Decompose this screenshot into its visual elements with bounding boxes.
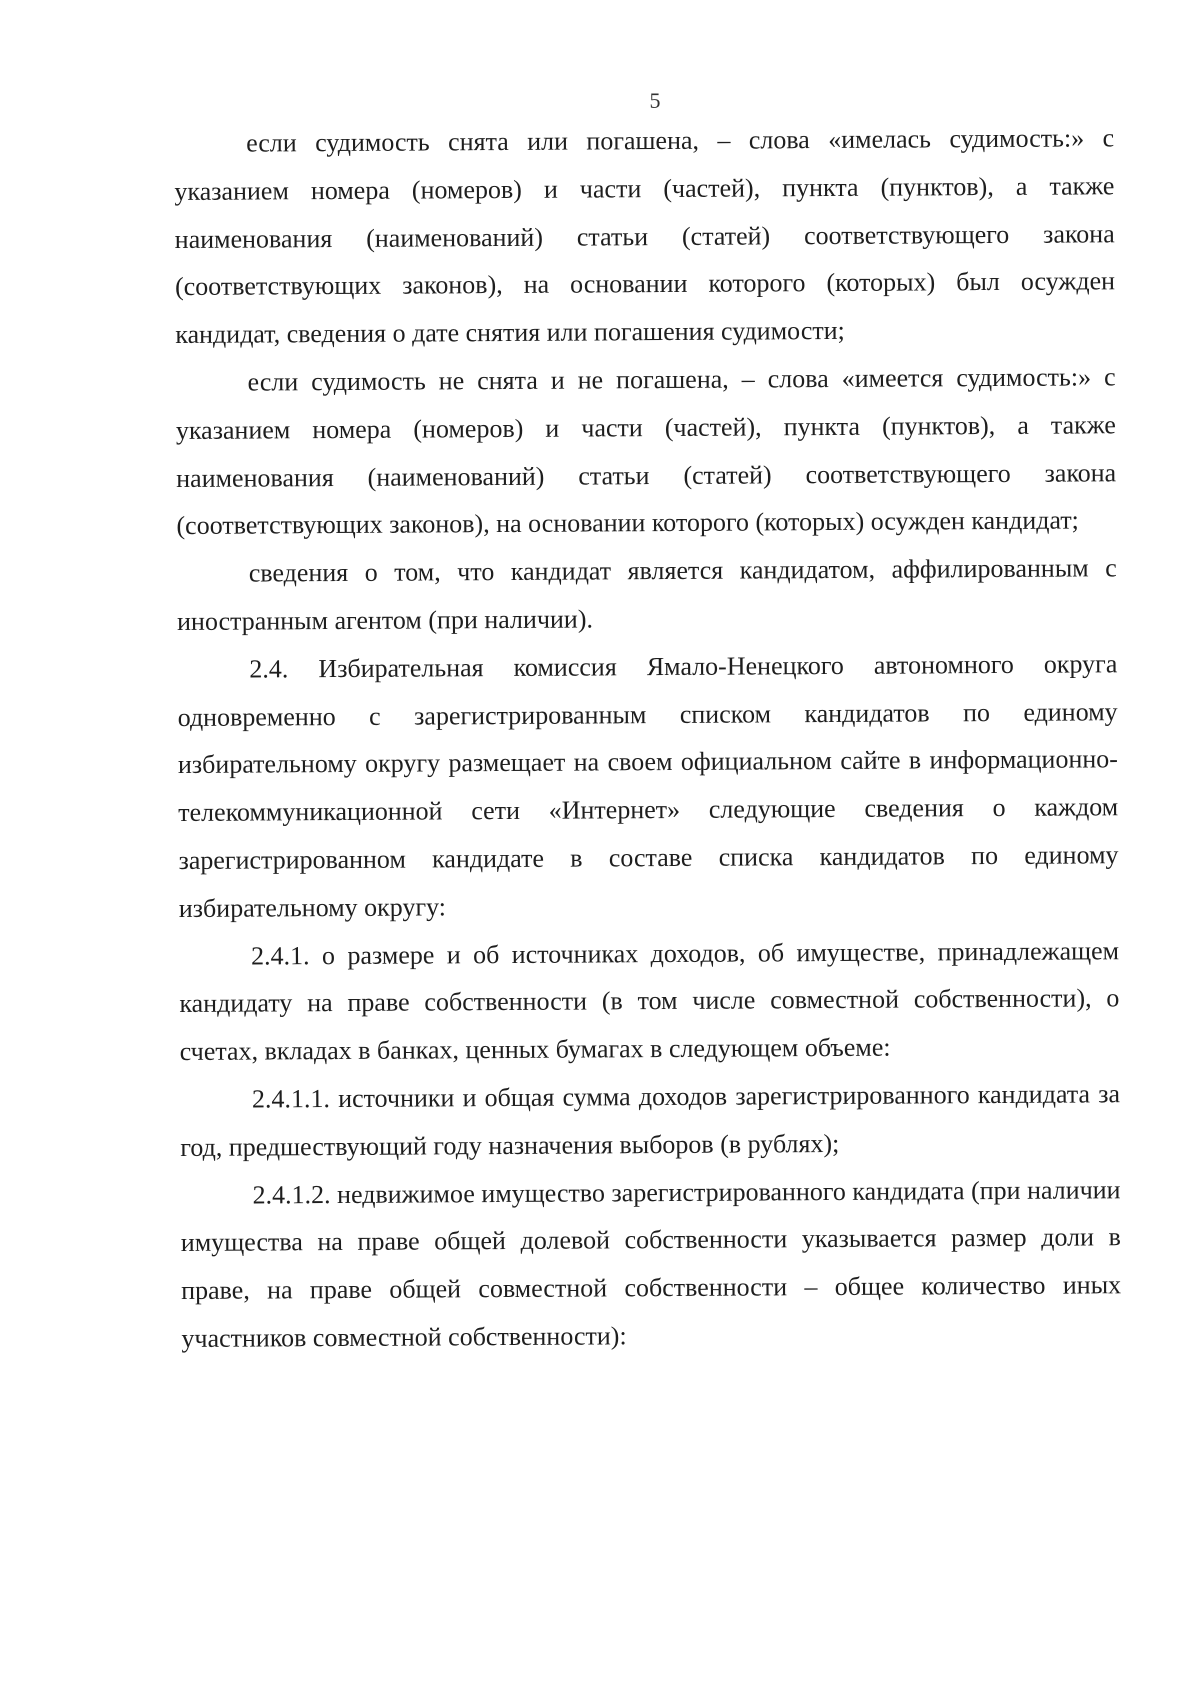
page-number: 5 (649, 88, 661, 113)
paragraph-conviction-active: если судимость не снята и не погашена, – слова «имеется судимость:» с указанием номера (номеров) и части (частей), пункта (пунктов), а также наименования (наименований) статьи (статей) соответствующего закона (соответствующих законов), на основании которого (которых) осужден кандидат; (175, 362, 1117, 541)
paragraph-section-2-4-1-1: 2.4.1.1. источники и общая сумма доходов зарегистрированного кандидата за год, предшествующий году назначения выборов (в рублях); (180, 1079, 1121, 1162)
paragraph-section-2-4: 2.4. Избирательная комиссия Ямало-Ненецкого автономного округа одновременно с зарегистрированным списком кандидатов по единому избирательному округу размещает на своем официальном сайте в информационно-телекоммуникационной сети «Интернет» следующие сведения о каждом зарегистрированном кандидате в составе списка кандидатов по единому избирательному округу: (177, 649, 1119, 923)
paragraph-section-2-4-1-2: 2.4.1.2. недвижимое имущество зарегистрированного кандидата (при наличии имущества на праве общей долевой собственности указывается размер доли в праве, на праве общей совместной собственности – общее количество иных участников совместной собственности): (180, 1174, 1122, 1353)
paragraph-conviction-expunged: если судимость снята или погашена, – слова «имелась судимость:» с указанием номера (номеров) и части (частей), пункта (пунктов), а также наименования (наименований) статьи (статей) соответствующего закона (соответствующих законов), на основании которого (которых) был осужден кандидат, сведения о дате снятия или погашения судимости; (174, 123, 1116, 350)
document-body (174, 114, 1122, 1362)
paragraph-foreign-agent: сведения о том, что кандидат является кандидатом, аффилированным с иностранным агентом (при наличии). (176, 553, 1117, 636)
paragraph-section-2-4-1: 2.4.1. о размере и об источниках доходов, об имуществе, принадлежащем кандидату на праве собственности (в том числе совместной собственности), о счетах, вкладах в банках, ценных бумагах в следующем объеме: (179, 935, 1120, 1067)
